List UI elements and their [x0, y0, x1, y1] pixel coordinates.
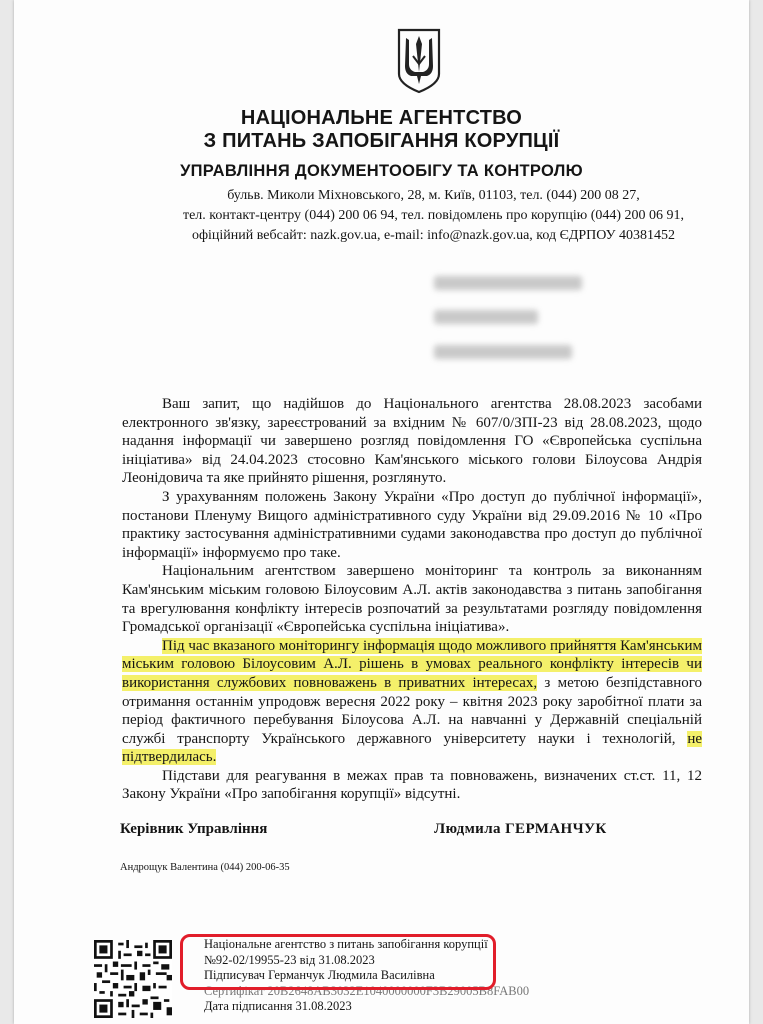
signer-title: Керівник Управління [120, 821, 268, 837]
stamp-signer: Підписувач Германчук Людмила Василівна [204, 968, 435, 982]
paragraph-conclusion: Підстави для реагування в межах прав та повноважень, визначених ст.ст. 11, 12 Закону України «Про запобігання корупції» відсутні. [122, 767, 702, 803]
qr-code-icon [94, 940, 172, 1018]
stamp-sign-date: Дата підписання 31.08.2023 [204, 999, 352, 1013]
stamp-org: Національне агентство з питань запобігання корупції [204, 937, 488, 951]
redacted-recipient-name [434, 276, 582, 290]
executor-contact: Андрощук Валентина (044) 200-06-35 [120, 862, 290, 873]
paragraph-legal-basis: З урахуванням положень Закону України «Про доступ до публічної інформації», постанови Пленуму Вищого адміністративного суду України від 29.09.2016 № 10 «Про практику застосування адміністративними судами законодавства про доступ до публічної інформації» інформуємо про таке. [122, 488, 702, 561]
paragraph-result-middle: з метою безпідставного отримання останнім упродовж вересня 2022 року – квітня 2023 року заробітної плати за період фактичного перебування Білоусова А.Л. на навчанні у Державній спеціальній службі транспорту Українського державного університету науки і технологій, [122, 674, 703, 747]
org-name-line1: НАЦІОНАЛЬНЕ АГЕНТСТВО [240, 107, 523, 129]
contacts-line: тел. контакт-центру (044) 200 06 94, тел. повідомлень про корупцію (044) 200 06 91, [182, 208, 685, 223]
highlight-not-confirmed: не підтвердилась. [122, 730, 702, 766]
paragraph-result [122, 637, 702, 767]
paragraph-monitoring: Національним агентством завершено моніторинг та контроль за виконанням Кам'янським міським головою Білоусовим А.Л. актів законодавства з питань запобігання та врегулювання конфлікту інтересів розпочатий за результатами розгляду повідомлення Громадської організації «Європейська суспільна ініціатива». [122, 563, 702, 636]
redacted-recipient-address [434, 310, 538, 324]
redacted-recipient-email [434, 345, 572, 359]
website-line: офіційний вебсайт: nazk.gov.ua, e-mail: info@nazk.gov.ua, код ЄДРПОУ 40381452 [191, 228, 676, 243]
department-name: УПРАВЛІННЯ ДОКУМЕНТООБІГУ ТА КОНТРОЛЮ [180, 162, 583, 180]
paragraph-request: Ваш запит, що надійшов до Національного агентства 28.08.2023 засобами електронного зв'язку, зареєстрований за вхідним № 607/0/ЗПІ-23 від 28.08.2023, щодо надання інформації чи завершено розгляд повідомлення ГО «Європейська суспільна ініціатива» від 24.04.2023 стосовно Кам'янського міського голови Білоусова Андрія Леонідовича та яке прийнято рішення, розглянуто. [122, 396, 702, 487]
document-page [14, 0, 749, 1024]
org-name-line2: З ПИТАНЬ ЗАПОБІГАННЯ КОРУПЦІЇ [203, 130, 560, 152]
address-line: бульв. Миколи Міхновського, 28, м. Київ, 01103, тел. (044) 200 08 27, [227, 188, 640, 203]
letter-body [122, 395, 702, 804]
signer-name: Людмила ГЕРМАНЧУК [434, 821, 607, 837]
stamp-certificate: Сертифікат 20B2648AB3032E1040000000F3B29005B8FAB00 [204, 983, 530, 998]
highlight-finding: Під час вказаного моніторингу інформація щодо можливого прийняття Кам'янським міським головою Білоусовим А.Л. рішень в умовах реального конфлікту інтересів чи використання службових повноважень в приватних інтересах, [122, 637, 702, 691]
stamp-reg-number: №92-02/19955-23 від 31.08.2023 [204, 952, 375, 967]
trident-emblem-icon [396, 26, 442, 94]
annotation-red-box [180, 934, 496, 990]
